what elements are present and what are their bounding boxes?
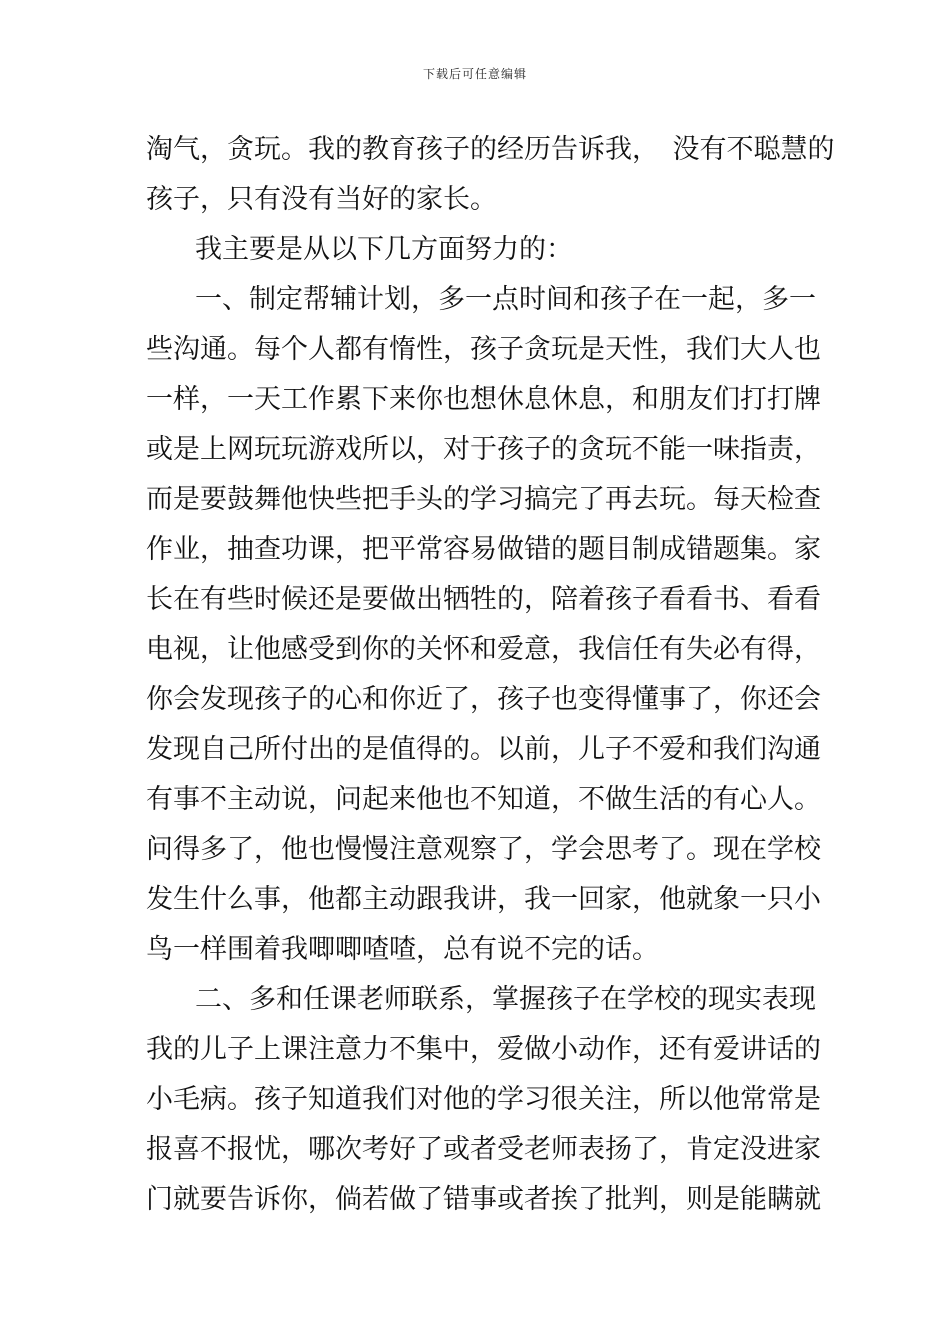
text-line: 一、制定帮辅计划，多一点时间和孩子在一起，多一 [195, 284, 816, 315]
text-line: 作业，抽查功课，把平常容易做错的题目制成错题集。家 [146, 534, 821, 565]
text-line: 门就要告诉你，倘若做了错事或者挨了批判，则是能瞒就 [146, 1184, 821, 1215]
text-line: 小毛病。孩子知道我们对他的学习很关注，所以他常常是 [146, 1084, 821, 1115]
text-line: 而是要鼓舞他快些把手头的学习搞完了再去玩。每天检查 [146, 484, 821, 515]
text-line: 长在有些时候还是要做出牺牲的，陪着孩子看看书、看看 [146, 584, 821, 615]
text-line: 电视，让他感受到你的关怀和爱意，我信任有失必有得， [146, 634, 821, 665]
text-line: 有事不主动说，问起来他也不知道，不做生活的有心人。 [146, 784, 821, 815]
text-line: 问得多了，他也慢慢注意观察了，学会思考了。现在学校 [146, 834, 821, 865]
text-line: 报喜不报忧，哪次考好了或者受老师表扬了，肯定没进家 [146, 1134, 821, 1165]
text-line: 鸟一样围着我唧唧喳喳，总有说不完的话。 [146, 934, 659, 965]
text-line: 发生什么事，他都主动跟我讲，我一回家，他就象一只小 [146, 884, 821, 915]
text-line: 二、多和任课老师联系，掌握孩子在学校的现实表现 [195, 984, 816, 1015]
page-header: 下载后可任意编辑 [422, 67, 527, 81]
text-line: 淘气，贪玩。我的教育孩子的经历告诉我， 没有不聪慧的 [146, 134, 835, 165]
text-line: 一样，一天工作累下来你也想休息休息，和朋友们打打牌 [146, 384, 821, 415]
text-line: 你会发现孩子的心和你近了，孩子也变得懂事了，你还会 [146, 684, 821, 715]
text-line: 发现自己所付出的是值得的。以前，儿子不爱和我们沟通 [146, 734, 821, 765]
text-line: 我的儿子上课注意力不集中，爱做小动作，还有爱讲话的 [146, 1034, 821, 1065]
text-line: 我主要是从以下几方面努力的： [195, 234, 573, 265]
text-line: 些沟通。每个人都有惰性，孩子贪玩是天性，我们大人也 [146, 334, 821, 365]
text-line: 或是上网玩玩游戏所以，对于孩子的贪玩不能一味指责， [146, 434, 821, 465]
text-line: 孩子，只有没有当好的家长。 [146, 184, 497, 215]
